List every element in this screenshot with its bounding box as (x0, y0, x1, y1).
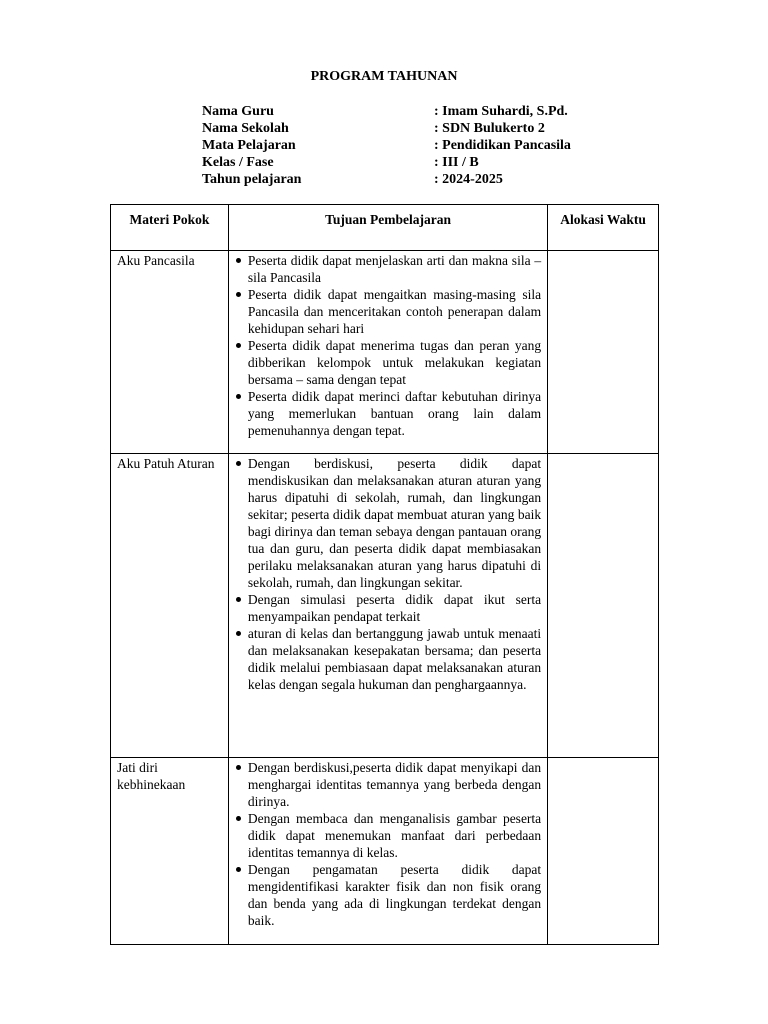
info-label: Nama Sekolah (202, 121, 289, 136)
waktu-cell (548, 251, 659, 454)
table-row (111, 758, 659, 945)
tujuan-text: Dengan berdiskusi, peserta didik dapat mendiskusikan dan melaksanakan aturan aturan yang harus dipatuhi di sekolah, rumah, dan lingkungan sekitar; peserta didik dapat membuat aturan yang baik bagi dirinya dan teman sebaya dengan pantauan orang tua dan guru, dan peserta didik dapat membiasakan perilaku melaksanakan aturan yang harus dipatuhi di sekolah, rumah, dan lingkungan sekitar. (247, 456, 542, 590)
info-label: Mata Pelajaran (202, 138, 296, 153)
waktu-cell (548, 758, 659, 945)
tujuan-item (235, 252, 541, 286)
bullet-icon (236, 461, 241, 466)
waktu-cell (548, 454, 659, 758)
tujuan-cell (228, 251, 547, 454)
tujuan-text: Peserta didik dapat merinci daftar kebutuhan dirinya yang memerlukan bantuan orang lain dalam pemenuhannya dengan tepat. (247, 389, 542, 438)
bullet-icon (236, 343, 241, 348)
document-title: PROGRAM TAHUNAN (310, 69, 458, 84)
table-row (111, 454, 659, 758)
tujuan-item (235, 625, 541, 693)
info-label: Nama Guru (202, 104, 274, 119)
materi-cell: Aku Pancasila (111, 251, 229, 454)
tujuan-text: Dengan pengamatan peserta didik dapat mengidentifikasi karakter fisik dan non fisik orang dan benda yang ada di lingkungan terdekat dengan baik. (247, 862, 542, 928)
tujuan-list (235, 759, 541, 929)
tujuan-text: Dengan membaca dan menganalisis gambar peserta didik dapat menemukan manfaat dari perbedaan identitas temannya di kelas. (247, 811, 542, 860)
tujuan-list (235, 455, 541, 693)
tujuan-item (235, 337, 541, 388)
info-value: : Imam Suhardi, S.Pd. (434, 104, 568, 119)
program-table (110, 204, 659, 945)
materi-cell: Jati diri kebhinekaan (111, 758, 229, 945)
bullet-icon (236, 816, 241, 821)
bullet-icon (236, 631, 241, 636)
tujuan-text: Dengan simulasi peserta didik dapat ikut serta menyampaikan pendapat terkait (247, 592, 542, 624)
info-label: Tahun pelajaran (202, 172, 302, 187)
table-row (111, 251, 659, 454)
bullet-icon (236, 258, 241, 263)
bullet-icon (236, 765, 241, 770)
tujuan-item (235, 388, 541, 439)
tujuan-item (235, 810, 541, 861)
header-alokasi-waktu: Alokasi Waktu (548, 205, 659, 251)
tujuan-item (235, 591, 541, 625)
info-label: Kelas / Fase (202, 155, 274, 170)
header-materi-pokok: Materi Pokok (111, 205, 229, 251)
bullet-icon (236, 597, 241, 602)
tujuan-cell (228, 454, 547, 758)
tujuan-text: Peserta didik dapat menerima tugas dan peran yang dibberikan kelompok untuk melakukan kegiatan bersama – sama dengan tepat (247, 338, 542, 387)
bullet-icon (236, 867, 241, 872)
materi-cell: Aku Patuh Aturan (111, 454, 229, 758)
tujuan-item (235, 455, 541, 591)
tujuan-text: Dengan berdiskusi,peserta didik dapat menyikapi dan menghargai identitas temannya yang berbeda dengan dirinya. (247, 760, 542, 809)
info-value: : Pendidikan Pancasila (434, 138, 571, 153)
tujuan-text: aturan di kelas dan bertanggung jawab untuk menaati dan melaksanakan kesepakatan bersama; dan peserta didik melalui pembiasaan dapat melaksanakan aturan kelas dengan segala hukuman dan penghargaannya. (247, 626, 542, 692)
tujuan-text: Peserta didik dapat menjelaskan arti dan makna sila – sila Pancasila (247, 253, 542, 285)
bullet-icon (236, 394, 241, 399)
info-value: : SDN Bulukerto 2 (434, 121, 545, 136)
tujuan-list (235, 252, 541, 439)
header-tujuan-pembelajaran: Tujuan Pembelajaran (228, 205, 547, 251)
info-value: : III / B (434, 155, 479, 170)
tujuan-item (235, 861, 541, 929)
info-value: : 2024-2025 (434, 172, 503, 187)
tujuan-text: Peserta didik dapat mengaitkan masing-masing sila Pancasila dan menceritakan contoh penerapan dalam kehidupan sehari hari (247, 287, 542, 336)
tujuan-item (235, 286, 541, 337)
tujuan-item (235, 759, 541, 810)
table-header-row (111, 205, 659, 251)
tujuan-cell (228, 758, 547, 945)
bullet-icon (236, 292, 241, 297)
